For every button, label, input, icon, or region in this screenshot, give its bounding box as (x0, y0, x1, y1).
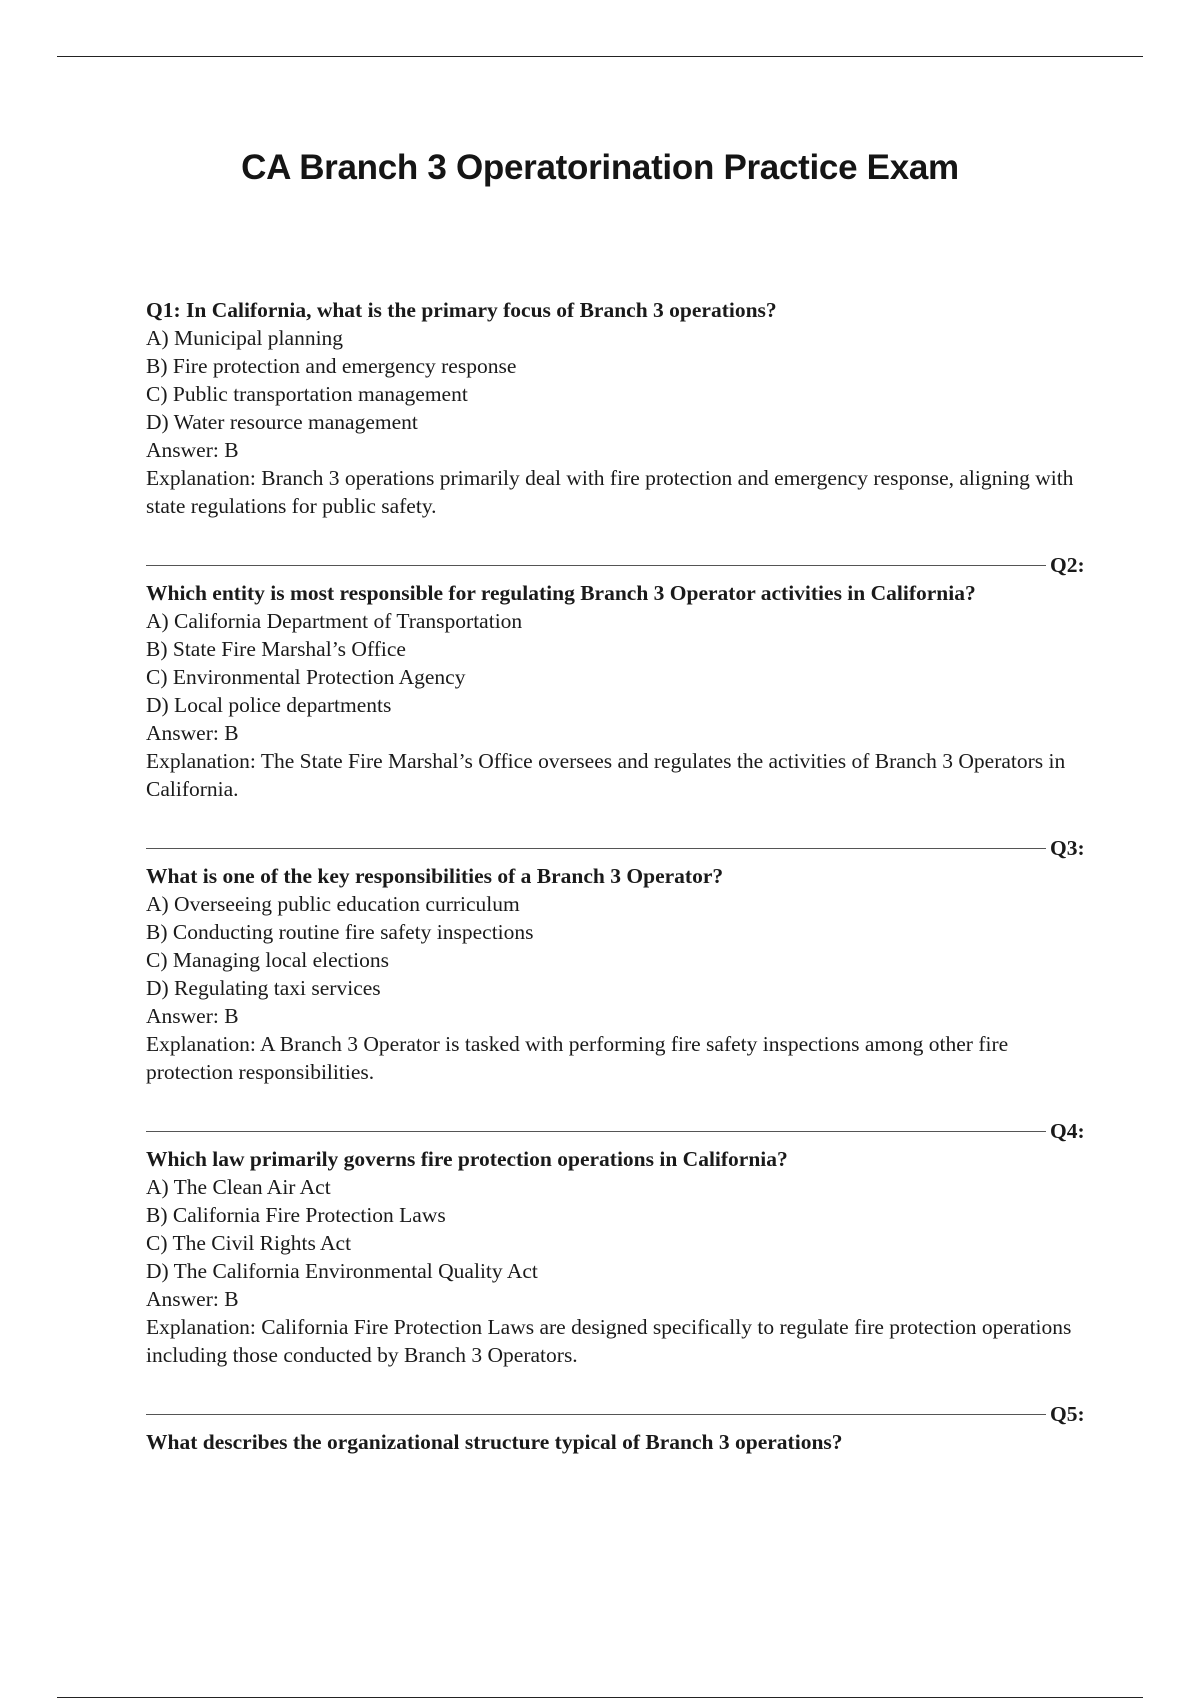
divider-line (146, 848, 1046, 849)
option-b: B) Fire protection and emergency response (146, 354, 517, 378)
explanation: Explanation: California Fire Protection Laws are designed specifically to regulate fire protection operations including those conducted by Branch 3 Operators. (146, 1315, 1072, 1367)
question-number: Q4: (1050, 1119, 1085, 1143)
option-d: D) Regulating taxi services (146, 976, 381, 1000)
page-title: CA Branch 3 Operatorination Practice Exam (241, 148, 959, 187)
divider-line (146, 1131, 1046, 1132)
option-d: D) Water resource management (146, 410, 418, 434)
option-a: A) California Department of Transportation (146, 609, 523, 633)
option-b: B) State Fire Marshal’s Office (146, 637, 406, 661)
question-block-3 (146, 862, 1090, 1086)
option-d: D) Local police departments (146, 693, 392, 717)
question-text: Which law primarily governs fire protection operations in California? (146, 1147, 788, 1171)
question-block-1 (146, 296, 1090, 520)
bottom-rule (57, 1697, 1143, 1698)
question-divider (146, 1117, 1090, 1145)
question-divider (146, 1400, 1090, 1428)
question-number: Q3: (1050, 836, 1085, 860)
answer: Answer: B (146, 438, 239, 462)
question-block-5 (146, 1428, 1090, 1456)
divider-line (146, 1414, 1046, 1415)
question-text: Q1: In California, what is the primary focus of Branch 3 operations? (146, 298, 777, 322)
option-c: C) Environmental Protection Agency (146, 665, 466, 689)
question-text: What describes the organizational structure typical of Branch 3 operations? (146, 1430, 843, 1454)
option-b: B) Conducting routine fire safety inspections (146, 920, 534, 944)
divider-line (146, 565, 1046, 566)
answer: Answer: B (146, 721, 239, 745)
option-c: C) The Civil Rights Act (146, 1231, 352, 1255)
question-number: Q5: (1050, 1402, 1085, 1426)
answer: Answer: B (146, 1287, 239, 1311)
option-b: B) California Fire Protection Laws (146, 1203, 446, 1227)
option-a: A) Overseeing public education curriculum (146, 892, 520, 916)
option-c: C) Managing local elections (146, 948, 389, 972)
option-a: A) Municipal planning (146, 326, 344, 350)
explanation: Explanation: A Branch 3 Operator is tasked with performing fire safety inspections among other fire protection responsibilities. (146, 1032, 1009, 1084)
question-text: What is one of the key responsibilities of a Branch 3 Operator? (146, 864, 724, 888)
explanation: Explanation: The State Fire Marshal’s Office oversees and regulates the activities of Branch 3 Operators in California. (146, 749, 1066, 801)
option-c: C) Public transportation management (146, 382, 468, 406)
question-block-2 (146, 579, 1090, 803)
question-text: Which entity is most responsible for regulating Branch 3 Operator activities in California? (146, 581, 976, 605)
option-a: A) The Clean Air Act (146, 1175, 331, 1199)
question-divider (146, 834, 1090, 862)
question-divider (146, 551, 1090, 579)
top-rule (57, 56, 1143, 57)
exam-content (146, 296, 1090, 1456)
question-block-4 (146, 1145, 1090, 1369)
explanation: Explanation: Branch 3 operations primarily deal with fire protection and emergency response, aligning with state regulations for public safety. (146, 466, 1074, 518)
option-d: D) The California Environmental Quality Act (146, 1259, 538, 1283)
answer: Answer: B (146, 1004, 239, 1028)
question-number: Q2: (1050, 553, 1085, 577)
